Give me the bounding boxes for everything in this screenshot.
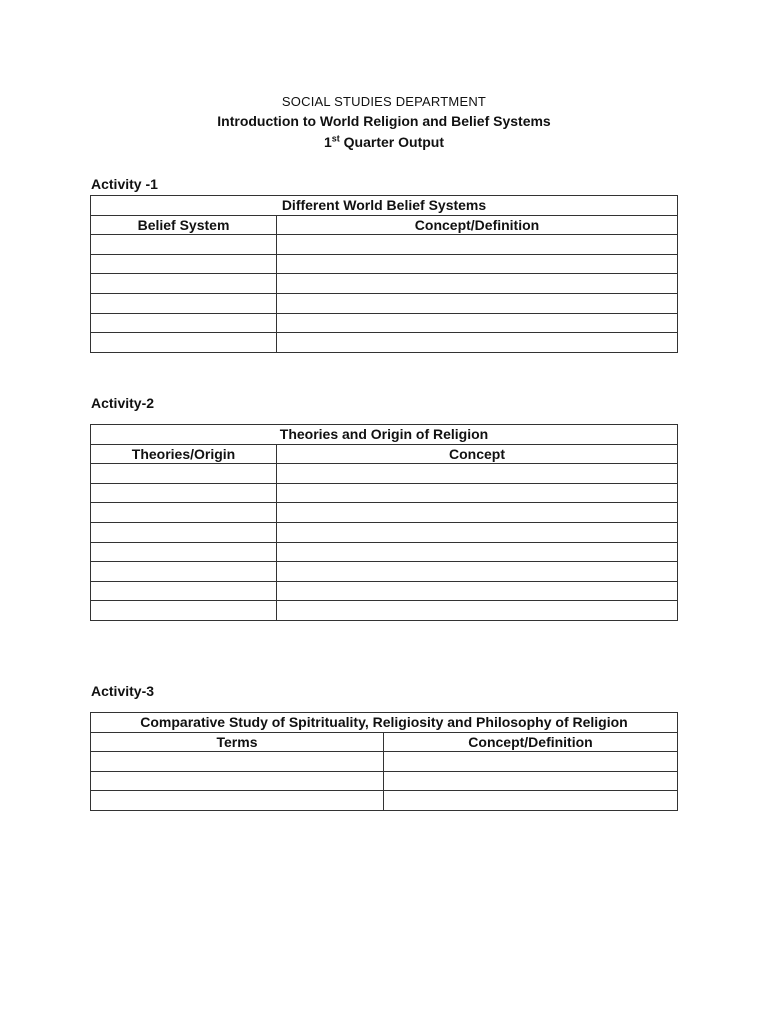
table-title-row bbox=[91, 425, 678, 445]
answer-row bbox=[91, 752, 678, 772]
answer-row bbox=[91, 274, 678, 294]
answer-row bbox=[91, 483, 678, 503]
table-title: Different World Belief Systems bbox=[91, 196, 678, 216]
answer-cell-term[interactable] bbox=[91, 313, 277, 333]
answer-cell-term[interactable] bbox=[91, 522, 277, 542]
answer-row bbox=[91, 464, 678, 484]
answer-row bbox=[91, 562, 678, 582]
answer-cell-term[interactable] bbox=[91, 601, 277, 621]
answer-row bbox=[91, 581, 678, 601]
answer-cell-concept[interactable] bbox=[277, 483, 678, 503]
answer-cell-concept[interactable] bbox=[277, 503, 678, 523]
table-header-row bbox=[91, 732, 678, 752]
activity-1-label: Activity -1 bbox=[91, 176, 158, 192]
answer-row bbox=[91, 333, 678, 353]
answer-cell-concept[interactable] bbox=[277, 235, 678, 255]
answer-cell-term[interactable] bbox=[91, 503, 277, 523]
answer-row bbox=[91, 235, 678, 255]
activity-3-table bbox=[90, 712, 678, 811]
answer-cell-term[interactable] bbox=[91, 293, 277, 313]
output-subtitle bbox=[0, 134, 768, 150]
answer-cell-term[interactable] bbox=[91, 464, 277, 484]
output-suffix: Quarter Output bbox=[339, 134, 445, 150]
activity-2-table bbox=[90, 424, 678, 621]
column-header: Belief System bbox=[91, 215, 277, 235]
column-header: Concept bbox=[277, 444, 678, 464]
answer-cell-concept[interactable] bbox=[277, 254, 678, 274]
answer-row bbox=[91, 293, 678, 313]
answer-cell-concept[interactable] bbox=[384, 791, 678, 811]
activity-1-table bbox=[90, 195, 678, 353]
column-header: Concept/Definition bbox=[384, 732, 678, 752]
table-header-row bbox=[91, 444, 678, 464]
answer-cell-term[interactable] bbox=[91, 333, 277, 353]
answer-cell-term[interactable] bbox=[91, 771, 384, 791]
answer-cell-concept[interactable] bbox=[384, 771, 678, 791]
table-title: Theories and Origin of Religion bbox=[91, 425, 678, 445]
answer-cell-term[interactable] bbox=[91, 581, 277, 601]
activity-3-body bbox=[91, 713, 678, 811]
answer-cell-term[interactable] bbox=[91, 562, 277, 582]
answer-row bbox=[91, 522, 678, 542]
column-header: Concept/Definition bbox=[277, 215, 678, 235]
answer-cell-concept[interactable] bbox=[277, 562, 678, 582]
answer-cell-term[interactable] bbox=[91, 483, 277, 503]
activity-3-label: Activity-3 bbox=[91, 683, 155, 699]
table-title-row bbox=[91, 713, 678, 733]
table-title: Comparative Study of Spitrituality, Religiosity and Philosophy of Religion bbox=[91, 713, 678, 733]
activity-2-label: Activity-2 bbox=[91, 395, 155, 411]
output-ordinal: 1 bbox=[323, 134, 332, 150]
answer-cell-concept[interactable] bbox=[277, 313, 678, 333]
answer-cell-concept[interactable] bbox=[277, 601, 678, 621]
answer-cell-concept[interactable] bbox=[277, 581, 678, 601]
activity-2-body bbox=[91, 425, 678, 621]
answer-cell-concept[interactable] bbox=[277, 542, 678, 562]
answer-cell-concept[interactable] bbox=[277, 333, 678, 353]
output-ordinal-suffix: st bbox=[331, 133, 340, 144]
answer-cell-term[interactable] bbox=[91, 542, 277, 562]
table-title-row bbox=[91, 196, 678, 216]
answer-row bbox=[91, 771, 678, 791]
answer-cell-concept[interactable] bbox=[277, 293, 678, 313]
answer-row bbox=[91, 791, 678, 811]
answer-row bbox=[91, 503, 678, 523]
column-header: Theories/Origin bbox=[91, 444, 277, 464]
answer-cell-term[interactable] bbox=[91, 791, 384, 811]
answer-row bbox=[91, 313, 678, 333]
answer-cell-term[interactable] bbox=[91, 254, 277, 274]
answer-cell-concept[interactable] bbox=[277, 464, 678, 484]
answer-cell-concept[interactable] bbox=[277, 522, 678, 542]
column-header: Terms bbox=[91, 732, 384, 752]
table-header-row bbox=[91, 215, 678, 235]
answer-cell-term[interactable] bbox=[91, 752, 384, 772]
activity-1-body bbox=[91, 196, 678, 353]
answer-row bbox=[91, 601, 678, 621]
answer-cell-term[interactable] bbox=[91, 274, 277, 294]
course-title: Introduction to World Religion and Belief Systems bbox=[217, 113, 551, 129]
answer-cell-concept[interactable] bbox=[384, 752, 678, 772]
answer-row bbox=[91, 542, 678, 562]
answer-row bbox=[91, 254, 678, 274]
answer-cell-concept[interactable] bbox=[277, 274, 678, 294]
answer-cell-term[interactable] bbox=[91, 235, 277, 255]
department-heading: SOCIAL STUDIES DEPARTMENT bbox=[281, 94, 487, 109]
